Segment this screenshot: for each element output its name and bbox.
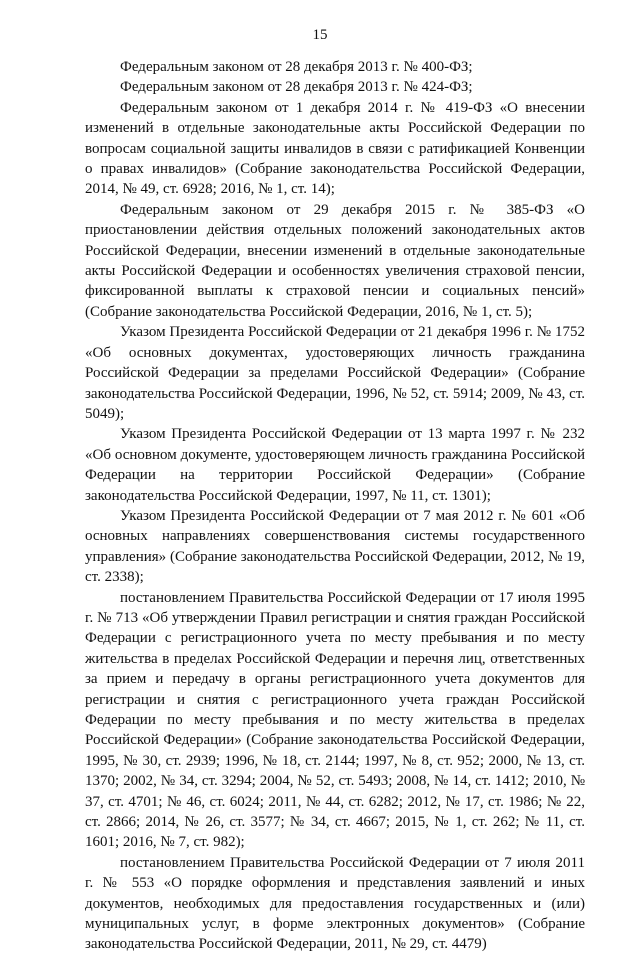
paragraph-decree-601: Указом Президента Российской Федерации от 7 мая 2012 г. № 601 «Об основных направлениях совершенствования системы государственного управления» (Собрание законодательства Российской Федерации, 2012, № 19, ст. 2338); <box>85 507 585 586</box>
paragraph-decree-232: Указом Президента Российской Федерации от 13 марта 1997 г. № 232 «Об основном документе, удостоверяющем личность гражданина Российской Федерации на территории Российской Федерации» (Собрание законодательства Российской Федерации, 1997, № 11, ст. 1301); <box>85 426 585 504</box>
paragraph-law-419fz: Федеральным законом от 1 декабря 2014 г. № 419-ФЗ «О внесении изменений в отдельные законодательные акты Российской Федерации по вопросам социальной защиты инвалидов в связи с ратификацией Конвенции о правах инвалидов» (Собрание законодательства Российской Федерации, 2014, № 49, ст. 6928; 2016, № 1, ст. 14); <box>85 99 585 198</box>
page-number: 15 <box>312 27 328 43</box>
paragraph-law-424fz: Федеральным законом от 28 декабря 2013 г. № 424-ФЗ; <box>120 79 473 96</box>
paragraph-law-400fz: Федеральным законом от 28 декабря 2013 г. № 400-ФЗ; <box>120 59 473 75</box>
paragraph-law-385fz: Федеральным законом от 29 декабря 2015 г. № 385-ФЗ «О приостановлении действия отдельных положений законодательных актов Российской Федерации, внесении изменений в отдельные законодательные акты Российской Федерации и особенностях увеличения страховой пенсии, фиксированной выплаты к страховой пенсии и социальных пенсий» (Собрание законодательства Российской Федерации, 2016, № 1, ст. 5); <box>85 201 585 320</box>
paragraph-resolution-713: постановлением Правительства Российской Федерации от 17 июля 1995 г. № 713 «Об утверждении Правил регистрации и снятия граждан Российской Федерации с регистрационного учета по месту пребывания и по месту жительства в пределах Российской Федерации и перечня лиц, ответственных за прием и передачу в органы регистрационного учета документов для регистрации и снятия с регистрационного учета граждан Российской Федерации по месту пребывания и по месту жительства в пределах Российской Федерации» (Собрание законодательства Российской Федерации, 1995, № 30, ст. 2939; 1996, № 18, ст. 2144; 1997, № 8, ст. 952; 2000, № 13, ст. 1370; 2002, № 34, ст. 3294; 2004, № 52, ст. 5493; 2008, № 14, ст. 1412; 2010, № 37, ст. 4701; № 46, ст. 6024; 2011, № 44, ст. 6282; 2012, № 17, ст. 1986; № 22, ст. 2866; 2014, № 26, ст. 3577; № 34, ст. 4667; 2015, № 1, ст. 262; № 11, ст. 1601; 2016, № 7, ст. 982); <box>85 589 585 851</box>
body-text <box>85 57 585 955</box>
paragraph-resolution-553: постановлением Правительства Российской Федерации от 7 июля 2011 г. № 553 «О порядке оформления и представления заявлений и иных документов, необходимых для предоставления государственных и (или) муниципальных услуг, в форме электронных документов» (Собрание законодательства Российской Федерации, 2011, № 29, ст. 4479) <box>85 854 585 953</box>
paragraph-decree-1752: Указом Президента Российской Федерации от 21 декабря 1996 г. № 1752 «Об основных документах, удостоверяющих личность гражданина Российской Федерации за пределами Российской Федерации» (Собрание законодательства Российской Федерации, 1996, № 52, ст. 5914; 2009, № 43, ст. 5049); <box>85 324 585 422</box>
